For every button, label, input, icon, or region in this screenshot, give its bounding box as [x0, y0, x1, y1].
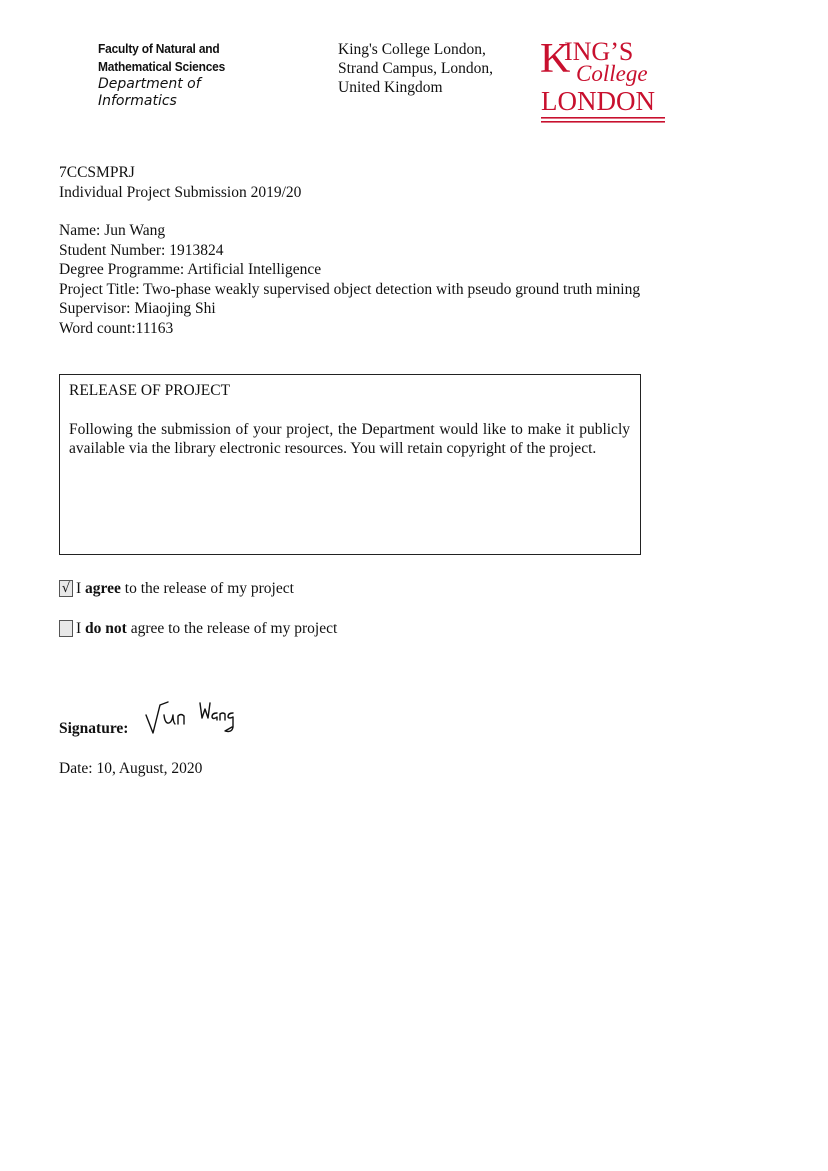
student-name: Name: Jun Wang	[59, 222, 166, 239]
release-body-text: Following the submission of your project, the Department would like to make it publicly available via the library electronic resources. You will retain copyright of the project.	[69, 420, 630, 457]
disagree-suffix: agree to the release of my project	[126, 620, 338, 637]
department-name-line1: Department of	[98, 76, 201, 92]
faculty-name-line1: Faculty of Natural and	[98, 41, 220, 56]
course-info	[59, 163, 301, 202]
department-name-line2: Informatics	[98, 93, 177, 109]
submission-date: Date: 10, August, 2020	[59, 760, 203, 777]
disagree-prefix: I	[76, 620, 86, 637]
college-address	[338, 40, 493, 97]
disagree-option[interactable]	[59, 619, 337, 638]
kings-college-logo	[540, 36, 670, 128]
degree-programme: Degree Programme: Artificial Intelligence	[59, 261, 322, 278]
logo-ings-text: ING’S	[564, 37, 634, 66]
agree-checkbox[interactable]: √	[59, 580, 73, 597]
word-count: Word count:11163	[59, 319, 174, 337]
agree-prefix: I	[76, 580, 86, 597]
supervisor: Supervisor: Miaojing Shi	[59, 300, 216, 317]
logo-college-text: College	[576, 61, 648, 86]
logo-k-letter: K	[540, 36, 571, 82]
disagree-checkbox[interactable]	[59, 620, 73, 637]
faculty-name-line2: Mathematical Sciences	[98, 59, 226, 74]
course-code: 7CCSMPRJ	[59, 164, 135, 181]
disagree-emphasis: do not	[85, 620, 127, 637]
faculty-block	[98, 40, 298, 110]
address-line1: King's College London,	[338, 41, 486, 58]
student-details	[59, 221, 640, 338]
logo-rule-bottom	[541, 121, 665, 123]
submission-title: Individual Project Submission 2019/20	[59, 183, 302, 201]
agree-suffix: to the release of my project	[120, 580, 294, 597]
signature-label: Signature:	[59, 720, 129, 737]
logo-london-text: LONDON	[541, 86, 655, 116]
release-heading: RELEASE OF PROJECT	[69, 382, 231, 399]
handwritten-signature	[144, 693, 239, 741]
logo-rule-top	[541, 117, 665, 119]
release-of-project-box	[59, 374, 641, 555]
project-title: Project Title: Two-phase weakly supervised object detection with pseudo ground truth mining	[59, 280, 641, 298]
address-line2: Strand Campus, London,	[338, 60, 493, 77]
address-line3: United Kingdom	[338, 79, 443, 96]
student-number: Student Number: 1913824	[59, 241, 224, 259]
agree-option[interactable]	[59, 579, 294, 598]
agree-emphasis: agree	[85, 580, 121, 597]
